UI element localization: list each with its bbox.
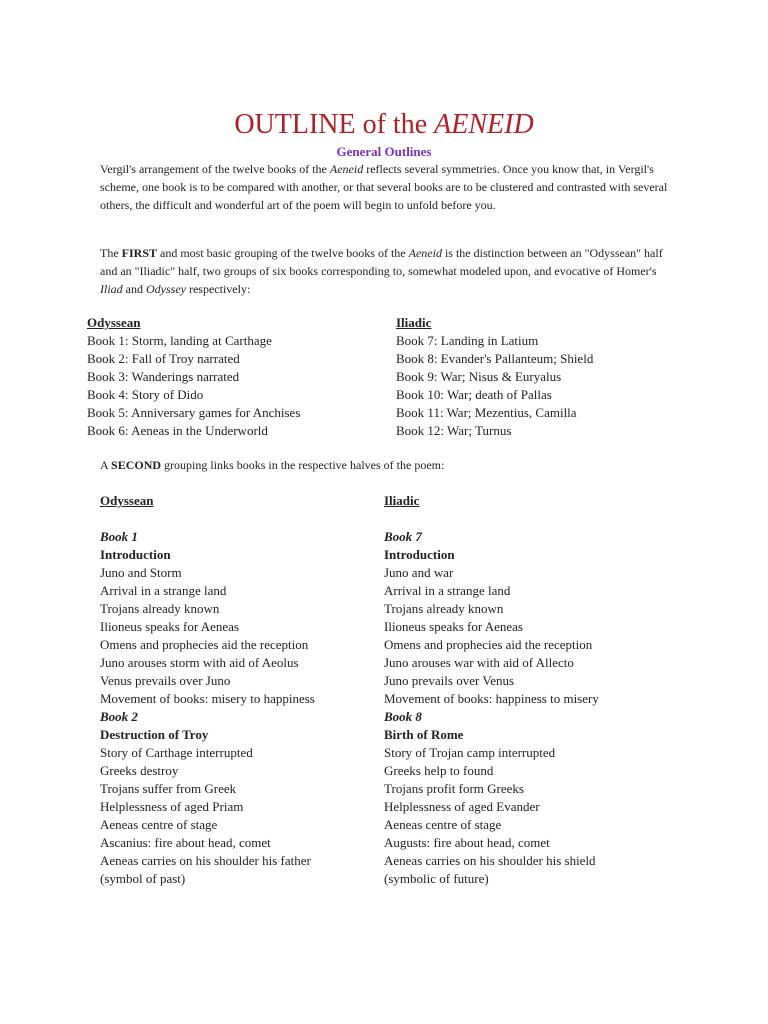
- list-item: Book 3: Wanderings narrated: [87, 369, 240, 384]
- list-item: Ascanius: fire about head, comet: [100, 835, 271, 850]
- list-item: Helplessness of aged Priam: [100, 799, 244, 814]
- list-item: Trojans suffer from Greek: [100, 781, 237, 796]
- list-item: Aeneas carries on his shoulder his shield: [384, 853, 596, 868]
- column-heading: Iliadic: [396, 315, 432, 330]
- first-grouping-iliadic: [396, 314, 593, 440]
- list-item: Augusts: fire about head, comet: [384, 835, 550, 850]
- second-grouping-intro: A SECOND grouping links books in the respective halves of the poem:: [100, 458, 445, 472]
- column-heading: Iliadic: [384, 493, 420, 508]
- list-item: Book 8: Evander's Pallanteum; Shield: [396, 351, 594, 366]
- list-item: Aeneas carries on his shoulder his father: [100, 853, 311, 868]
- list-item: Venus prevails over Juno: [100, 673, 231, 688]
- second-grouping-odyssean: [100, 492, 315, 888]
- book-label: Book 2: [100, 709, 138, 724]
- list-item: Juno and war: [384, 565, 454, 580]
- list-item: Book 6: Aeneas in the Underworld: [87, 423, 268, 438]
- list-item: Arrival in a strange land: [100, 583, 227, 598]
- list-item: Book 10: War; death of Pallas: [396, 387, 552, 402]
- list-item: (symbolic of future): [384, 871, 489, 886]
- second-grouping-iliadic: [384, 492, 599, 888]
- list-item: Book 5: Anniversary games for Anchises: [87, 405, 301, 420]
- list-item: Greeks help to found: [384, 763, 494, 778]
- book-label: Book 1: [100, 529, 138, 544]
- list-item: Arrival in a strange land: [384, 583, 511, 598]
- list-item: Book 7: Landing in Latium: [396, 333, 539, 348]
- list-item: Book 1: Storm, landing at Carthage: [87, 333, 272, 348]
- first-grouping-odyssean: [87, 314, 300, 440]
- list-item: Greeks destroy: [100, 763, 179, 778]
- list-item: Trojans profit form Greeks: [384, 781, 524, 796]
- list-item: Movement of books: misery to happiness: [100, 691, 315, 706]
- list-item: Juno arouses storm with aid of Aeolus: [100, 655, 299, 670]
- list-item: Trojans already known: [100, 601, 220, 616]
- page-subtitle: General Outlines: [336, 144, 432, 159]
- list-item: Ilioneus speaks for Aeneas: [100, 619, 239, 634]
- section-heading: Birth of Rome: [384, 727, 464, 742]
- column-heading: Odyssean: [87, 315, 141, 330]
- list-item: Story of Trojan camp interrupted: [384, 745, 556, 760]
- list-item: Helplessness of aged Evander: [384, 799, 540, 814]
- intro-paragraph-1: Vergil's arrangement of the twelve books of the Aeneid reflects several symmetries. Once you know that, in Vergil's scheme, one book is to be compared with another, or that several books are to be clustered and contrasted with several others, the difficult and wonderful art of the poem will begin to unfold before you.: [100, 162, 668, 212]
- list-item: Aeneas centre of stage: [100, 817, 218, 832]
- list-item: Juno prevails over Venus: [384, 673, 515, 688]
- column-heading: Odyssean: [100, 493, 154, 508]
- section-heading: Introduction: [100, 547, 171, 562]
- list-item: Aeneas centre of stage: [384, 817, 502, 832]
- list-item: Trojans already known: [384, 601, 504, 616]
- list-item: (symbol of past): [100, 871, 186, 886]
- list-item: Book 2: Fall of Troy narrated: [87, 351, 240, 366]
- section-heading: Introduction: [384, 547, 455, 562]
- list-item: Book 12: War; Turnus: [396, 423, 512, 438]
- list-item: Omens and prophecies aid the reception: [100, 637, 309, 652]
- list-item: Book 11: War; Mezentius, Camilla: [396, 405, 577, 420]
- book-label: Book 7: [384, 529, 422, 544]
- section-heading: Destruction of Troy: [100, 727, 209, 742]
- list-item: Omens and prophecies aid the reception: [384, 637, 593, 652]
- list-item: Story of Carthage interrupted: [100, 745, 253, 760]
- list-item: Book 4: Story of Dido: [87, 387, 204, 402]
- list-item: Juno arouses war with aid of Allecto: [384, 655, 574, 670]
- book-label: Book 8: [384, 709, 422, 724]
- list-item: Juno and Storm: [100, 565, 182, 580]
- page-title: OUTLINE of the AENEID: [234, 109, 534, 140]
- intro-paragraph-2: The FIRST and most basic grouping of the twelve books of the Aeneid is the distinction between an "Odyssean" half and an "Iliadic" half, two groups of six books corresponding to, somewhat modeled upon, and evocative of Homer's Iliad and Odyssey respectively:: [100, 246, 663, 296]
- list-item: Movement of books: happiness to misery: [384, 691, 599, 706]
- list-item: Ilioneus speaks for Aeneas: [384, 619, 523, 634]
- list-item: Book 9: War; Nisus & Euryalus: [396, 369, 562, 384]
